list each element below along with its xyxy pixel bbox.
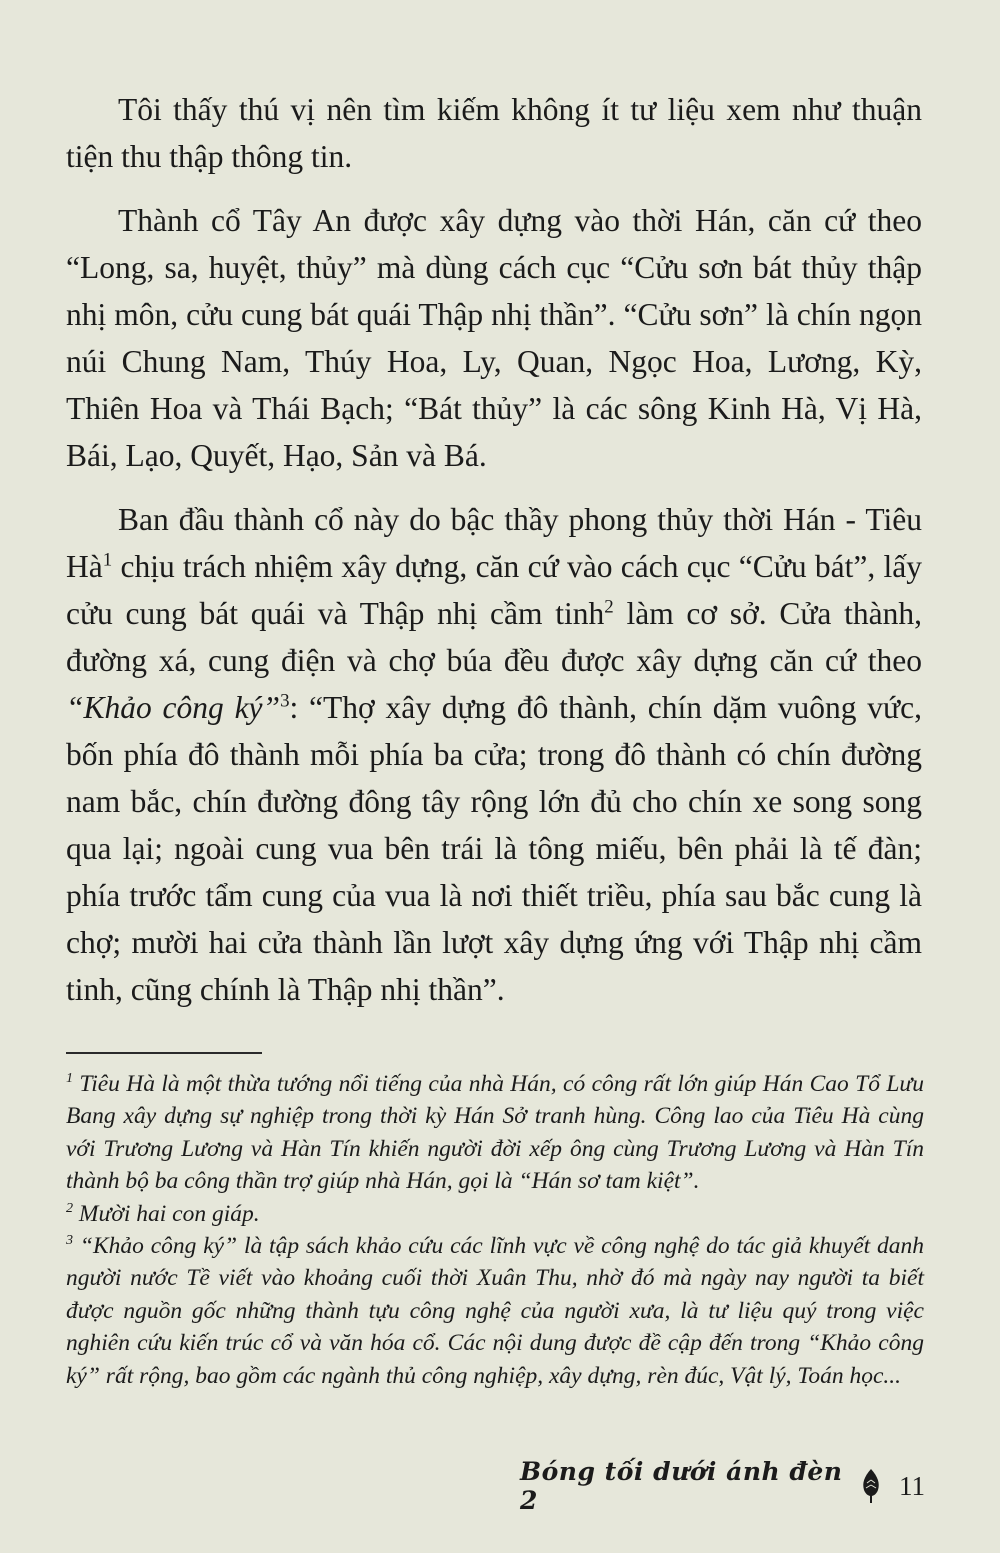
- footnote-3: [66, 1230, 924, 1392]
- paragraph-3-part-d: : “Thợ xây dựng đô thành, chín dặm vuông vức, bốn phía đô thành mỗi phía ba cửa; trong đô thành có chín đường nam bắc, chín đường đông tây rộng lớn đủ cho chín xe song song qua lại; ngoài cung vua bên trái là tông miếu, bên phải là tế đàn; phía trước tẩm cung của vua là nơi thiết triều, phía sau bắc cung là chợ; mười hai cửa thành lần lượt xây dựng ứng với Thập nhị cầm tinh, cũng chính là Thập nhị thần”.: [66, 690, 922, 1007]
- page-number: 11: [899, 1470, 925, 1501]
- page-footer: [520, 1457, 925, 1515]
- paragraph-3-part-a: Ban đầu thành cổ này do bậc thầy phong thủy thời Hán - Tiêu Hà: [66, 502, 922, 584]
- book-title: “Khảo công ký”: [66, 690, 281, 725]
- leaf-icon-graphic: [861, 1468, 881, 1504]
- footnote-ref-1: 1: [102, 549, 113, 571]
- paragraph-3-part-b: chịu trách nhiệm xây dựng, căn cứ vào cách cục “Cửu bát”, lấy cửu cung bát quái và Thập nhị cầm tinh: [66, 549, 922, 631]
- main-text: [66, 86, 922, 1030]
- footnote-1: [66, 1068, 924, 1198]
- footnote-1-text: Tiêu Hà là một thừa tướng nổi tiếng của nhà Hán, có công rất lớn giúp Hán Cao Tổ Lưu Bang xây dựng sự nghiệp trong thời kỳ Hán Sở tranh hùng. Công lao của Tiêu Hà cùng với Trương Lương và Hàn Tín khiến người đời xếp ông cùng Trương Lương và Hàn Tín thành bộ ba công thần trợ giúp nhà Hán, gọi là “Hán sơ tam kiệt”.: [66, 1071, 924, 1195]
- paragraph-2: Thành cổ Tây An được xây dựng vào thời Hán, căn cứ theo “Long, sa, huyệt, thủy” mà dùng cách cục “Cửu sơn bát thủy thập nhị môn, cửu cung bát quái Thập nhị thần”. “Cửu sơn” là chín ngọn núi Chung Nam, Thúy Hoa, Ly, Quan, Ngọc Hoa, Lương, Kỳ, Thiên Hoa và Thái Bạch; “Bát thủy” là các sông Kinh Hà, Vị Hà, Bái, Lạo, Quyết, Hạo, Sản và Bá.: [66, 203, 922, 473]
- running-title: Bóng tối dưới ánh đèn 2: [520, 1457, 843, 1515]
- paragraph-3: [66, 496, 922, 1013]
- paragraph-3-part-c: làm cơ sở. Cửa thành, đường xá, cung điện và chợ búa đều được xây dựng căn cứ theo: [66, 596, 922, 678]
- footnotes: [66, 1068, 924, 1392]
- leaf-icon: [861, 1468, 881, 1504]
- footnote-mark-1: 1: [66, 1070, 74, 1087]
- footnote-mark-2: 2: [66, 1199, 74, 1216]
- footnote-divider: [66, 1052, 262, 1054]
- footnote-2: [66, 1198, 924, 1230]
- footnote-2-text: Mười hai con giáp.: [73, 1200, 260, 1227]
- footnote-3-text: “Khảo công ký” là tập sách khảo cứu các lĩnh vực về công nghệ do tác giả khuyết danh người nước Tề viết vào khoảng cuối thời Xuân Thu, nhờ đó mà ngày nay người ta biết được nguồn gốc những thành tựu công nghệ của người xưa, là tư liệu quý trong việc nghiên cứu kiến trúc cổ và văn hóa cổ. Các nội dung được đề cập đến trong “Khảo công ký” rất rộng, bao gồm các ngành thủ công nghiệp, xây dựng, rèn đúc, Vật lý, Toán học...: [66, 1233, 924, 1389]
- footnote-mark-3: 3: [66, 1232, 74, 1249]
- paragraph-1: Tôi thấy thú vị nên tìm kiếm không ít tư liệu xem như thuận tiện thu thập thông tin.: [66, 92, 922, 174]
- footnote-ref-3: 3: [280, 690, 290, 712]
- footnote-ref-2: 2: [604, 596, 614, 618]
